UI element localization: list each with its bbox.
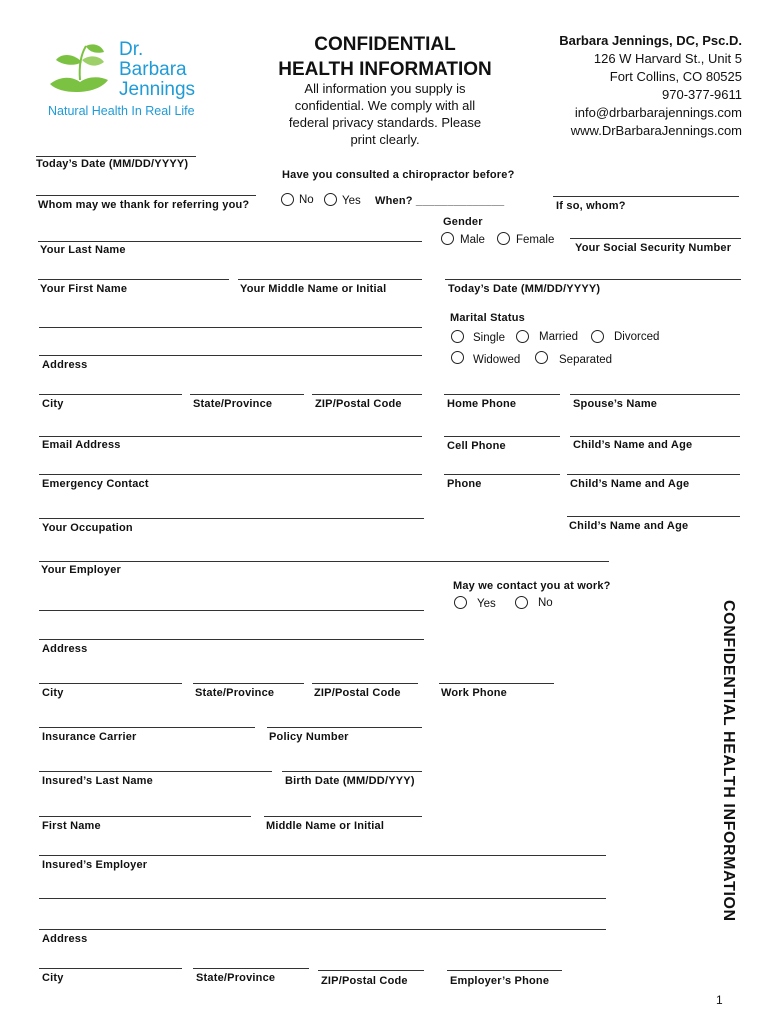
employer-label: Your Employer	[41, 564, 122, 576]
referral-label: Whom may we thank for referring you?	[38, 199, 250, 211]
insured-address-label: Address	[42, 933, 88, 945]
email-label: Email Address	[42, 439, 121, 451]
intro-line-2: confidential. We comply with all	[294, 98, 476, 113]
gender-label: Gender	[443, 216, 483, 228]
plant-hand-icon	[46, 40, 112, 100]
middle-name-field[interactable]	[238, 279, 422, 280]
employer-state-label: State/Province	[195, 687, 275, 699]
insured-city-label: City	[42, 972, 64, 984]
title-line-1: CONFIDENTIAL	[314, 34, 456, 55]
home-phone-label: Home Phone	[447, 398, 517, 410]
employer-phone-field[interactable]	[447, 970, 562, 971]
intro-line-1: All information you supply is	[304, 81, 466, 96]
gender-male-label: Male	[460, 234, 485, 246]
todays-date-label: Today’s Date (MM/DD/YYYY)	[36, 158, 189, 170]
gender-female-radio[interactable]	[497, 232, 510, 245]
last-name-field[interactable]	[38, 241, 422, 242]
child-3-label: Child’s Name and Age	[569, 520, 689, 532]
child-2-label: Child’s Name and Age	[570, 478, 690, 490]
chiro-when-field[interactable]: When? ______________	[375, 195, 505, 207]
practice-contact	[559, 32, 742, 140]
address-line-1-field[interactable]	[39, 327, 422, 328]
city-label: City	[42, 398, 64, 410]
form-title	[255, 32, 515, 82]
employer-state-field[interactable]	[193, 683, 304, 684]
city-field[interactable]	[39, 394, 182, 395]
occupation-field[interactable]	[39, 518, 424, 519]
practice-phone: 970-377-9611	[662, 87, 742, 102]
employer-address-field[interactable]	[39, 639, 424, 640]
intro-line-4: print clearly.	[350, 132, 420, 147]
contact-work-no-radio[interactable]	[515, 596, 528, 609]
practice-city: Fort Collins, CO 80525	[609, 69, 742, 84]
cell-phone-field[interactable]	[444, 436, 560, 437]
birth-date-label: Birth Date (MM/DD/YYY)	[285, 775, 415, 787]
logo-dr: Dr.	[119, 39, 144, 60]
zip-label: ZIP/Postal Code	[315, 398, 402, 410]
referral-field[interactable]	[36, 195, 256, 196]
married-radio[interactable]	[516, 330, 529, 343]
privacy-intro	[255, 80, 515, 148]
first-name-field[interactable]	[38, 279, 229, 280]
chiropractor-question: Have you consulted a chiropractor before?	[282, 169, 515, 181]
ssn-label: Your Social Security Number	[575, 242, 732, 254]
employer-phone-label: Employer’s Phone	[450, 975, 550, 987]
cell-phone-label: Cell Phone	[447, 440, 506, 452]
state-field[interactable]	[190, 394, 304, 395]
phone-label: Phone	[447, 478, 482, 490]
spouse-name-label: Spouse’s Name	[573, 398, 658, 410]
address-line-2-field[interactable]	[39, 355, 422, 356]
gender-male-radio[interactable]	[441, 232, 454, 245]
insured-first-name-label: First Name	[42, 820, 101, 832]
todays-date-field[interactable]	[36, 156, 196, 157]
widowed-radio[interactable]	[451, 351, 464, 364]
divorced-label: Divorced	[614, 331, 660, 343]
single-label: Single	[473, 332, 505, 344]
chiro-yes-label: Yes	[342, 195, 361, 207]
occupation-label: Your Occupation	[42, 522, 133, 534]
logo	[40, 38, 220, 124]
policy-number-label: Policy Number	[269, 731, 349, 743]
practice-website[interactable]: www.DrBarbaraJennings.com	[570, 123, 742, 138]
work-phone-label: Work Phone	[441, 687, 507, 699]
child-3-field[interactable]	[567, 516, 740, 517]
insured-address-line-2-field[interactable]	[39, 929, 606, 930]
child-2-field[interactable]	[567, 474, 740, 475]
emergency-contact-label: Emergency Contact	[42, 478, 149, 490]
spouse-name-field[interactable]	[570, 394, 740, 395]
contact-work-question: May we contact you at work?	[453, 580, 611, 592]
gender-female-label: Female	[516, 234, 555, 246]
page-number: 1	[716, 993, 723, 1007]
contact-work-yes-radio[interactable]	[454, 596, 467, 609]
state-label: State/Province	[193, 398, 273, 410]
employer-line-field[interactable]	[39, 561, 609, 562]
insurance-carrier-field[interactable]	[39, 727, 255, 728]
intro-line-3: federal privacy standards. Please	[288, 115, 482, 130]
logo-tagline: Natural Health In Real Life	[48, 104, 195, 118]
chiro-no-label: No	[299, 194, 314, 206]
emergency-contact-field[interactable]	[39, 474, 422, 475]
insured-city-field[interactable]	[39, 968, 182, 969]
first-name-label: Your First Name	[40, 283, 128, 295]
logo-barbara: Barbara	[119, 59, 187, 80]
employer-name-field[interactable]	[39, 610, 424, 611]
insured-address-line-1-field[interactable]	[39, 898, 606, 899]
marital-status-label: Marital Status	[450, 312, 525, 324]
todays-date-2-field[interactable]	[445, 279, 741, 280]
insured-middle-name-label: Middle Name or Initial	[266, 820, 385, 832]
separated-label: Separated	[559, 354, 613, 366]
chiro-no-radio[interactable]	[281, 193, 294, 206]
ssn-field[interactable]	[570, 238, 741, 239]
home-phone-field[interactable]	[444, 394, 560, 395]
sidebar-vertical-title: CONFIDENTIAL HEALTH INFORMATION	[720, 600, 737, 922]
widowed-label: Widowed	[473, 354, 521, 366]
practice-street: 126 W Harvard St., Unit 5	[593, 51, 742, 66]
insured-first-name-field[interactable]	[39, 816, 251, 817]
employer-city-field[interactable]	[39, 683, 182, 684]
child-1-field[interactable]	[570, 436, 740, 437]
insured-zip-label: ZIP/Postal Code	[321, 975, 408, 987]
title-line-2: HEALTH INFORMATION	[278, 59, 492, 80]
insured-last-name-label: Insured’s Last Name	[42, 775, 153, 787]
work-phone-field[interactable]	[439, 683, 554, 684]
email-field[interactable]	[39, 436, 422, 437]
zip-field[interactable]	[312, 394, 422, 395]
practice-email[interactable]: info@drbarbarajennings.com	[574, 105, 742, 120]
insured-employer-field[interactable]	[39, 855, 606, 856]
employer-zip-field[interactable]	[312, 683, 418, 684]
practice-name: Barbara Jennings, DC, Psc.D.	[559, 33, 742, 48]
last-name-label: Your Last Name	[40, 244, 126, 256]
chiro-whom-field[interactable]	[553, 196, 739, 197]
insurance-carrier-label: Insurance Carrier	[42, 731, 137, 743]
chiro-yes-radio[interactable]	[324, 193, 337, 206]
insured-last-name-field[interactable]	[39, 771, 272, 772]
insured-employer-label: Insured’s Employer	[42, 859, 148, 871]
separated-radio[interactable]	[535, 351, 548, 364]
employer-zip-label: ZIP/Postal Code	[314, 687, 401, 699]
single-radio[interactable]	[451, 330, 464, 343]
child-1-label: Child’s Name and Age	[573, 439, 693, 451]
insured-state-field[interactable]	[193, 968, 309, 969]
insured-middle-name-field[interactable]	[264, 816, 422, 817]
chiro-whom-label: If so, whom?	[556, 200, 626, 212]
insured-zip-field[interactable]	[318, 970, 424, 971]
birth-date-field[interactable]	[282, 771, 422, 772]
policy-number-field[interactable]	[267, 727, 422, 728]
contact-work-no-label: No	[538, 597, 553, 609]
contact-work-yes-label: Yes	[477, 598, 496, 610]
employer-address-label: Address	[42, 643, 88, 655]
todays-date-2-label: Today’s Date (MM/DD/YYYY)	[448, 283, 601, 295]
married-label: Married	[539, 331, 578, 343]
insured-state-label: State/Province	[196, 972, 276, 984]
address-label: Address	[42, 359, 88, 371]
employer-city-label: City	[42, 687, 64, 699]
middle-name-label: Your Middle Name or Initial	[240, 283, 387, 295]
phone-field[interactable]	[444, 474, 560, 475]
divorced-radio[interactable]	[591, 330, 604, 343]
logo-jennings: Jennings	[119, 79, 196, 100]
